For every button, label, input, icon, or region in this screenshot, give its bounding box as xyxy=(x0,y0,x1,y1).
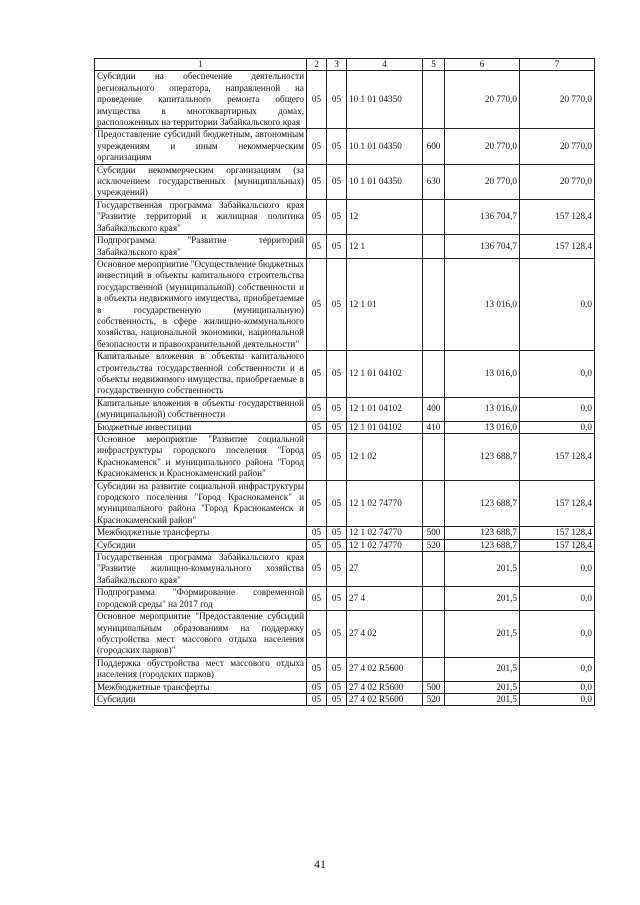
section-code-cell: 05 xyxy=(307,421,327,433)
amount-cell-col7: 0,0 xyxy=(520,587,595,611)
table-row xyxy=(95,539,595,551)
amount-cell-col6: 136 704,7 xyxy=(445,235,520,259)
target-article-cell: 10 1 01 04350 xyxy=(347,164,423,199)
section-code-cell: 05 xyxy=(307,611,327,658)
section-code-cell: 05 xyxy=(307,71,327,129)
expense-type-cell xyxy=(423,235,445,259)
target-article-cell: 12 1 01 04102 xyxy=(347,421,423,433)
section-code-cell: 05 xyxy=(307,681,327,693)
target-article-cell: 10 1 01 04350 xyxy=(347,129,423,164)
row-name-cell: Капитальные вложения в объекты капитального строительства государственной собственности и в объекты недвижимого имущества, приобретаемые в государственную собственность xyxy=(95,351,307,398)
subsection-code-cell: 05 xyxy=(327,235,347,259)
table-row xyxy=(95,434,595,481)
expense-type-cell xyxy=(423,552,445,587)
header-cell: 2 xyxy=(307,59,327,71)
table-row xyxy=(95,71,595,129)
expense-type-cell xyxy=(423,587,445,611)
section-code-cell: 05 xyxy=(307,587,327,611)
amount-cell-col6: 20 770,0 xyxy=(445,164,520,199)
table-row xyxy=(95,480,595,527)
amount-cell-col7: 157 128,4 xyxy=(520,199,595,234)
amount-cell-col7: 0,0 xyxy=(520,421,595,433)
row-name-cell: Государственная программа Забайкальского края "Развитие жилищно-коммунального хозяйства Забайкальского края" xyxy=(95,552,307,587)
row-name-cell: Подпрограмма "Развитие территорий Забайкальского края" xyxy=(95,235,307,259)
amount-cell-col6: 201,5 xyxy=(445,693,520,705)
subsection-code-cell: 05 xyxy=(327,71,347,129)
subsection-code-cell: 05 xyxy=(327,693,347,705)
amount-cell-col7: 0,0 xyxy=(520,681,595,693)
page-number: 41 xyxy=(314,857,326,871)
header-cell: 7 xyxy=(520,59,595,71)
table-row xyxy=(95,199,595,234)
section-code-cell: 05 xyxy=(307,434,327,481)
subsection-code-cell: 05 xyxy=(327,258,347,350)
expense-type-cell xyxy=(423,611,445,658)
subsection-code-cell: 05 xyxy=(327,611,347,658)
table-row xyxy=(95,164,595,199)
target-article-cell: 27 4 02 R5600 xyxy=(347,657,423,681)
amount-cell-col6: 201,5 xyxy=(445,681,520,693)
expense-type-cell: 500 xyxy=(423,527,445,539)
section-code-cell: 05 xyxy=(307,693,327,705)
row-name-cell: Основное мероприятие "Осуществление бюджетных инвестиций в объекты капитального строительства государственной (муниципальной) собственности и в объекты недвижимого имущества, приобретаемые в государственную (муниципальную) собственность, в сфере жилищно-коммунального хозяйства, национальной экономики, национальной безопасности и правоохранительной деятельности" xyxy=(95,258,307,350)
amount-cell-col6: 201,5 xyxy=(445,552,520,587)
amount-cell-col7: 157 128,4 xyxy=(520,539,595,551)
row-name-cell: Субсидии на развитие социальной инфраструктуры городского поселения "Город Краснокаменск" и муниципального района "Город Краснокаменск и Краснокаменский район" xyxy=(95,480,307,527)
section-code-cell: 05 xyxy=(307,164,327,199)
subsection-code-cell: 05 xyxy=(327,527,347,539)
amount-cell-col6: 136 704,7 xyxy=(445,199,520,234)
target-article-cell: 27 4 xyxy=(347,587,423,611)
budget-table xyxy=(94,58,595,706)
expense-type-cell xyxy=(423,657,445,681)
target-article-cell: 12 1 01 xyxy=(347,258,423,350)
amount-cell-col6: 13 016,0 xyxy=(445,397,520,421)
amount-cell-col6: 20 770,0 xyxy=(445,129,520,164)
target-article-cell: 27 xyxy=(347,552,423,587)
section-code-cell: 05 xyxy=(307,480,327,527)
row-name-cell: Предоставление субсидий бюджетным, автономным учреждениям и иным некоммерческим организациям xyxy=(95,129,307,164)
amount-cell-col7: 0,0 xyxy=(520,397,595,421)
subsection-code-cell: 05 xyxy=(327,164,347,199)
section-code-cell: 05 xyxy=(307,397,327,421)
section-code-cell: 05 xyxy=(307,351,327,398)
amount-cell-col6: 20 770,0 xyxy=(445,71,520,129)
target-article-cell: 12 1 02 xyxy=(347,434,423,481)
row-name-cell: Субсидии некоммерческим организациям (за исключением государственных (муниципальных) учреждений) xyxy=(95,164,307,199)
row-name-cell: Подпрограмма "Формирование современной городской среды" на 2017 год xyxy=(95,587,307,611)
section-code-cell: 05 xyxy=(307,552,327,587)
row-name-cell: Основное мероприятие "Предоставление субсидий муниципальным образованиям на поддержку обустройства мест массового отдыха населения (городских парков)" xyxy=(95,611,307,658)
table-row xyxy=(95,129,595,164)
amount-cell-col6: 123 688,7 xyxy=(445,527,520,539)
amount-cell-col6: 201,5 xyxy=(445,611,520,658)
header-cell: 5 xyxy=(423,59,445,71)
expense-type-cell: 410 xyxy=(423,421,445,433)
section-code-cell: 05 xyxy=(307,657,327,681)
row-name-cell: Капитальные вложения в объекты государственной (муниципальной) собственности xyxy=(95,397,307,421)
subsection-code-cell: 05 xyxy=(327,657,347,681)
row-name-cell: Межбюджетные трансферты xyxy=(95,681,307,693)
table-row xyxy=(95,657,595,681)
header-cell: 6 xyxy=(445,59,520,71)
subsection-code-cell: 05 xyxy=(327,434,347,481)
expense-type-cell xyxy=(423,71,445,129)
subsection-code-cell: 05 xyxy=(327,587,347,611)
subsection-code-cell: 05 xyxy=(327,129,347,164)
section-code-cell: 05 xyxy=(307,258,327,350)
subsection-code-cell: 05 xyxy=(327,552,347,587)
target-article-cell: 12 1 02 74770 xyxy=(347,527,423,539)
amount-cell-col7: 0,0 xyxy=(520,693,595,705)
target-article-cell: 10 1 01 04350 xyxy=(347,71,423,129)
expense-type-cell xyxy=(423,351,445,398)
table-row xyxy=(95,351,595,398)
subsection-code-cell: 05 xyxy=(327,421,347,433)
table-row xyxy=(95,611,595,658)
section-code-cell: 05 xyxy=(307,527,327,539)
table-row xyxy=(95,397,595,421)
row-name-cell: Бюджетные инвестиции xyxy=(95,421,307,433)
amount-cell-col6: 123 688,7 xyxy=(445,539,520,551)
expense-type-cell xyxy=(423,434,445,481)
expense-type-cell xyxy=(423,258,445,350)
row-name-cell: Субсидии xyxy=(95,539,307,551)
section-code-cell: 05 xyxy=(307,235,327,259)
amount-cell-col6: 201,5 xyxy=(445,657,520,681)
amount-cell-col7: 20 770,0 xyxy=(520,164,595,199)
target-article-cell: 12 1 02 74770 xyxy=(347,480,423,527)
table-row xyxy=(95,681,595,693)
amount-cell-col7: 157 128,4 xyxy=(520,480,595,527)
row-name-cell: Поддержка обустройства мест массового отдыха населения (городских парков) xyxy=(95,657,307,681)
expense-type-cell: 500 xyxy=(423,681,445,693)
subsection-code-cell: 05 xyxy=(327,199,347,234)
table-row xyxy=(95,527,595,539)
target-article-cell: 27 4 02 xyxy=(347,611,423,658)
row-name-cell: Основное мероприятие "Развитие социальной инфраструктуры городского поселения "Город Краснокаменск" и муниципального района "Город Краснокаменск и Краснокаменский район" xyxy=(95,434,307,481)
row-name-cell: Межбюджетные трансферты xyxy=(95,527,307,539)
section-code-cell: 05 xyxy=(307,199,327,234)
expense-type-cell: 400 xyxy=(423,397,445,421)
expense-type-cell xyxy=(423,480,445,527)
amount-cell-col7: 20 770,0 xyxy=(520,71,595,129)
amount-cell-col6: 123 688,7 xyxy=(445,480,520,527)
header-cell: 3 xyxy=(327,59,347,71)
target-article-cell: 12 1 01 04102 xyxy=(347,397,423,421)
target-article-cell: 12 1 01 04102 xyxy=(347,351,423,398)
subsection-code-cell: 05 xyxy=(327,397,347,421)
amount-cell-col7: 20 770,0 xyxy=(520,129,595,164)
amount-cell-col7: 0,0 xyxy=(520,611,595,658)
subsection-code-cell: 05 xyxy=(327,539,347,551)
target-article-cell: 27 4 02 R5600 xyxy=(347,693,423,705)
expense-type-cell: 520 xyxy=(423,693,445,705)
target-article-cell: 12 xyxy=(347,199,423,234)
target-article-cell: 12 1 xyxy=(347,235,423,259)
target-article-cell: 27 4 02 R5600 xyxy=(347,681,423,693)
table-row xyxy=(95,235,595,259)
expense-type-cell: 520 xyxy=(423,539,445,551)
amount-cell-col7: 157 128,4 xyxy=(520,527,595,539)
amount-cell-col6: 13 016,0 xyxy=(445,258,520,350)
amount-cell-col6: 201,5 xyxy=(445,587,520,611)
expense-type-cell: 600 xyxy=(423,129,445,164)
section-code-cell: 05 xyxy=(307,129,327,164)
section-code-cell: 05 xyxy=(307,539,327,551)
table-row xyxy=(95,421,595,433)
amount-cell-col6: 13 016,0 xyxy=(445,421,520,433)
amount-cell-col7: 0,0 xyxy=(520,552,595,587)
amount-cell-col7: 0,0 xyxy=(520,351,595,398)
subsection-code-cell: 05 xyxy=(327,681,347,693)
expense-type-cell: 630 xyxy=(423,164,445,199)
row-name-cell: Государственная программа Забайкальского края "Развитие территорий и жилищная политика Забайкальского края" xyxy=(95,199,307,234)
amount-cell-col7: 0,0 xyxy=(520,258,595,350)
row-name-cell: Субсидии xyxy=(95,693,307,705)
amount-cell-col6: 123 688,7 xyxy=(445,434,520,481)
table-row xyxy=(95,587,595,611)
table-row xyxy=(95,693,595,705)
amount-cell-col6: 13 016,0 xyxy=(445,351,520,398)
table-row xyxy=(95,258,595,350)
header-cell: 4 xyxy=(347,59,423,71)
subsection-code-cell: 05 xyxy=(327,351,347,398)
header-cell: 1 xyxy=(95,59,307,71)
table-row xyxy=(95,552,595,587)
table-header-row xyxy=(95,59,595,71)
row-name-cell: Субсидии на обеспечение деятельности регионального оператора, направленной на проведение капитального ремонта общего имущества в многоквартирных домах, расположенных на территории Забайкальского края xyxy=(95,71,307,129)
target-article-cell: 12 1 02 74770 xyxy=(347,539,423,551)
amount-cell-col7: 0,0 xyxy=(520,657,595,681)
amount-cell-col7: 157 128,4 xyxy=(520,434,595,481)
amount-cell-col7: 157 128,4 xyxy=(520,235,595,259)
subsection-code-cell: 05 xyxy=(327,480,347,527)
expense-type-cell xyxy=(423,199,445,234)
